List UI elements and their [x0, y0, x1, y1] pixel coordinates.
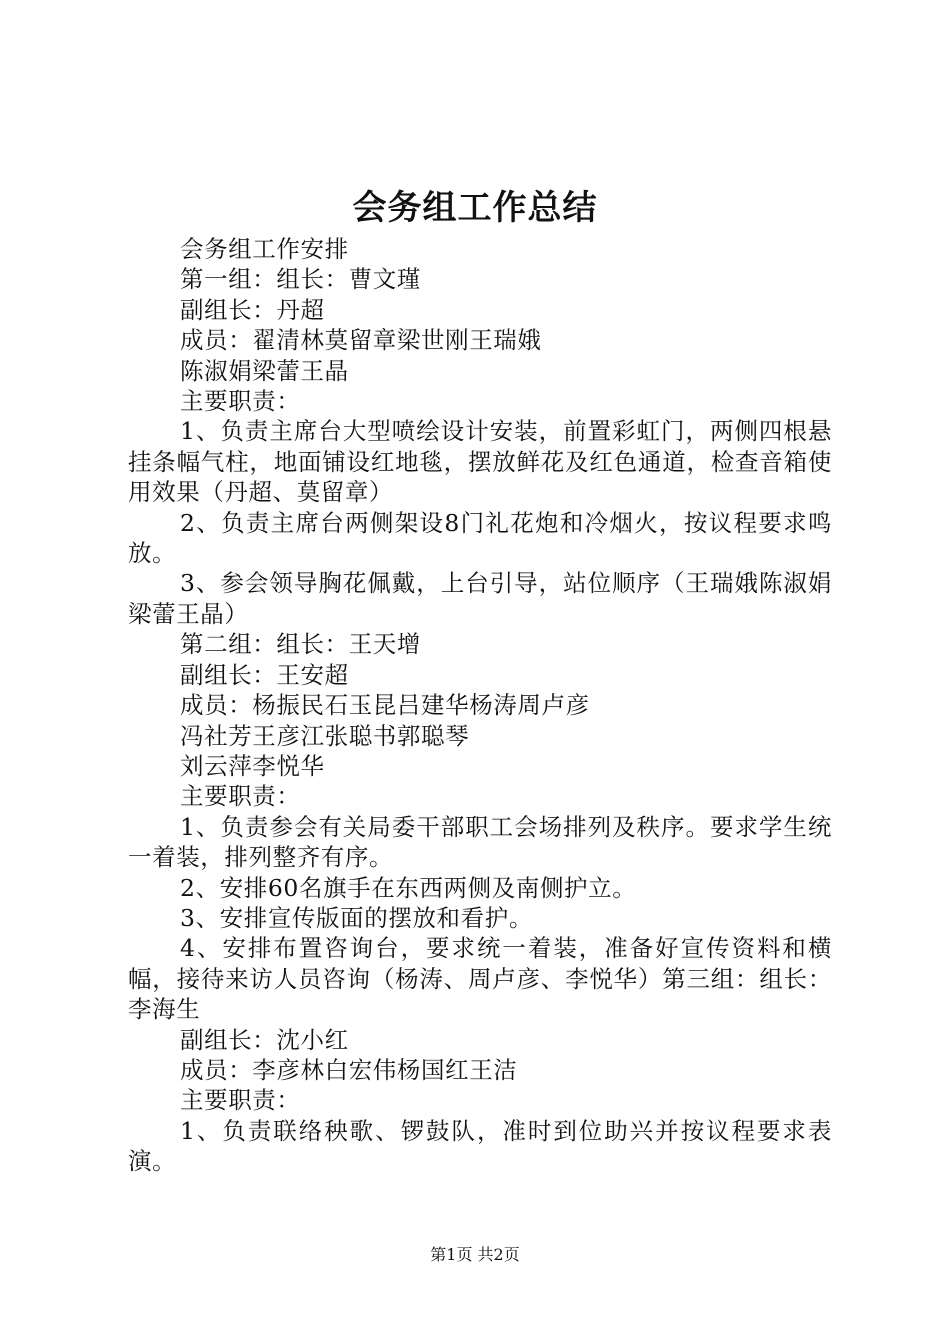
paragraph: 1、负责联络秧歌、锣鼓队，准时到位助兴并按议程要求表演。: [128, 1116, 832, 1176]
paragraph: 1、负责参会有关局委干部职工会场排列及秩序。要求学生统一着装，排列整齐有序。: [128, 812, 832, 872]
paragraph: 成员：杨振民石玉昆吕建华杨涛周卢彦: [180, 691, 590, 720]
paragraph: 4、安排布置咨询台，要求统一着装，准备好宣传资料和横幅，接待来访人员咨询（杨涛、周卢彦、李悦华）第三组：组长：李海生: [128, 934, 832, 1024]
document-title: 会务组工作总结: [352, 188, 598, 228]
page-footer: 第1页 共2页: [430, 1245, 520, 1264]
paragraph: 3、安排宣传版面的摆放和看护。: [180, 903, 533, 932]
paragraph: 主要职责：: [180, 782, 301, 811]
paragraph: 副组长：王安超: [180, 660, 349, 689]
paragraph: 主要职责：: [180, 387, 301, 416]
document-body: [128, 234, 832, 1177]
paragraph: 第一组：组长：曹文瑾: [180, 265, 421, 294]
paragraph: 成员：翟清林莫留章梁世刚王瑞娥: [180, 326, 542, 355]
paragraph: 成员：李彦林白宏伟杨国红王洁: [180, 1055, 518, 1084]
paragraph: 副组长：沈小红: [180, 1025, 349, 1054]
paragraph: 副组长：丹超: [180, 295, 325, 324]
paragraph: 陈淑娟梁蕾王晶: [180, 356, 349, 385]
paragraph: 1、负责主席台大型喷绘设计安装，前置彩虹门，两侧四根悬挂条幅气柱，地面铺设红地毯，摆放鲜花及红色通道，检查音箱使用效果（丹超、莫留章）: [128, 417, 832, 507]
paragraph: 2、负责主席台两侧架设8门礼花炮和冷烟火，按议程要求鸣放。: [128, 508, 832, 568]
paragraph: 刘云萍李悦华: [180, 751, 325, 780]
paragraph: 主要职责：: [180, 1086, 301, 1115]
paragraph: 会务组工作安排: [180, 235, 349, 263]
paragraph: 2、安排60名旗手在东西两侧及南侧护立。: [180, 873, 637, 902]
paragraph: 第二组：组长：王天增: [180, 630, 421, 659]
paragraph: 冯社芳王彦江张聪书郭聪琴: [180, 721, 470, 750]
paragraph: 3、参会领导胸花佩戴，上台引导，站位顺序（王瑞娥陈淑娟梁蕾王晶）: [128, 569, 832, 628]
